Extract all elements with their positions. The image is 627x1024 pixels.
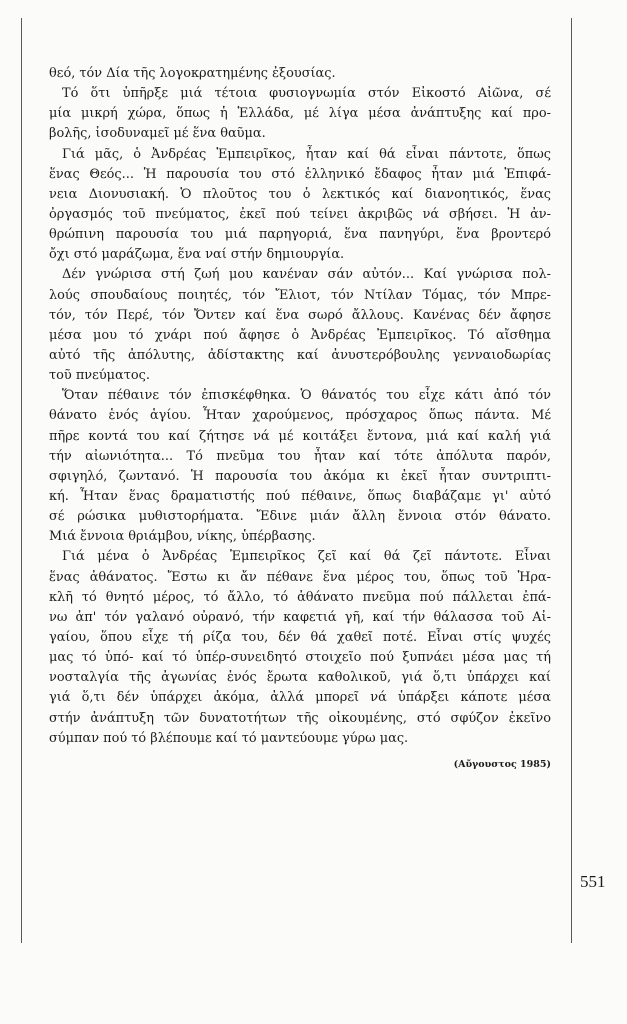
right-margin-rule <box>571 18 572 943</box>
text-line: Μιά ἔννοια θριάμβου, νίκης, ὑπέρβασης. <box>49 529 316 545</box>
text-line: λούς σπουδαίους ποιητές, τόν Ἔλιοτ, τόν Ντίλαν Τόμας, τόν Μπρε- <box>49 287 551 303</box>
text-line: νοσταλγία τῆς ἀγωνίας ἑνός ἔρωτα καθολικοῦ, γιά ὅ,τι ὑπάρχει καί <box>49 670 551 686</box>
text-line: νω ἀπ' τόν γαλανό οὐρανό, τήν καφετιά γῆ, καί τήν θάλασσα τοῦ Αἰ- <box>49 609 551 625</box>
text-line: Ὅταν πέθαινε τόν ἐπισκέφθηκα. Ὁ θάνατός του εἶχε κάτι ἀπό τόν <box>62 388 551 404</box>
text-line: αὐτό τῆς ἀπόλυτης, ἀδίστακτης καί ἀνυστερόβουλης γενναιοδωρίας <box>49 347 551 363</box>
text-line: νεια Διονυσιακή. Ὁ πλοῦτος του ὁ λεκτικός καί διανοητικός, ἕνας <box>49 186 551 202</box>
text-line: βολῆς, ἰσοδυναμεῖ μέ ἕνα θαῦμα. <box>49 126 266 142</box>
text-line: κλῆ τό θνητό μέρος, τό ἄλλο, τό ἀθάνατο πνεῦμα πού πάλλεται ἐπά- <box>49 589 551 605</box>
text-line: ὀργασμός τοῦ πνεύματος, ἐκεῖ πού τείνει ἀκριβῶς νά σβήσει. Ἡ ἀν- <box>49 206 551 222</box>
text-line: Δέν γνώρισα στή ζωή μου κανέναν σάν αὐτόν... Καί γνώρισα πολ- <box>62 267 551 283</box>
text-line: μέσα μου τό χνάρι πού ἄφησε ὁ Ἀνδρέας Ἐμπειρῖκος. Τό αἴσθημα <box>49 327 551 343</box>
text-line: θρώπινη παρουσία του μιά παρηγοριά, ἕνα πανηγύρι, ἕνα βροντερό <box>49 227 551 243</box>
text-line: θεό, τόν Δία τῆς λογοκρατημένης ἐξουσίας. <box>49 66 336 81</box>
text-line: Γιά μένα ὁ Ἀνδρέας Ἐμπειρῖκος ζεῖ καί θά ζεῖ πάντοτε. Εἶναι <box>62 549 551 565</box>
body-text <box>49 64 551 775</box>
text-line: ἕνας ἀθάνατος. Ἔστω κι ἄν πέθανε ἕνα μέρος του, ὅπως τοῦ Ἡρα- <box>49 569 551 585</box>
text-line: στήν ἀνάπτυξη τῶν δυνατοτήτων τῆς οἰκουμένης, στό σφύζον ἐκεῖνο <box>49 710 551 726</box>
text-line: τοῦ πνεύματος. <box>49 368 150 384</box>
text-line: ἕνας Θεός... Ἡ παρουσία του στό ἑλληνικό ἔδαφος ἦταν μιά Ἐπιφά- <box>49 166 551 182</box>
text-line: σέ ρώσικα μυθιστορήματα. Ἔδινε μιάν ἄλλη ἔννοια στόν θάνατο. <box>49 509 551 525</box>
text-line: γαίου, ὅπου εἶχε τή ρίζα του, δέν θά χαθεῖ ποτέ. Εἶναι στίς ψυχές <box>49 629 551 645</box>
date-note: (Αὔγουστος 1985) <box>453 758 551 770</box>
page-number: 551 <box>580 872 606 891</box>
text-line: Τό ὅτι ὑπῆρξε μιά τέτοια φυσιογνωμία στόν Εἰκοστό Αἰῶνα, σέ <box>62 86 551 102</box>
text-line: μας τό ὑπό- καί τό ὑπέρ-συνειδητό στοιχεῖο πού ξυπνάει μέσα μας τή <box>49 650 551 666</box>
text-line: θάνατο ἑνός ἁγίου. Ἦταν χαρούμενος, πρόσχαρος ὅπως πάντα. Μέ <box>49 408 551 424</box>
text-line: κή. Ἦταν ἕνας δραματιστής πού πέθαινε, ὅπως διαβάζαμε γι' αὐτό <box>49 488 551 504</box>
text-line: ὄχι στό μαράζωμα, ἕνα ναί στήν δημιουργία. <box>49 247 345 263</box>
left-margin-rule <box>21 18 22 943</box>
text-line: πῆρε κοντά του καί ζήτησε νά μέ κοιτάξει ἔντονα, μιά καί καλή γιά <box>49 428 551 444</box>
text-line: σφιγηλό, ζωντανό. Ἡ παρουσία του ἀκόμα κι ἐκεῖ ἦταν συντριπτι- <box>49 468 551 484</box>
text-line: γιά ὅ,τι δέν ὑπάρχει ἀκόμα, ἀλλά μπορεῖ νά ὑπάρξει κάποτε μέσα <box>49 690 551 706</box>
text-line: Γιά μᾶς, ὁ Ἀνδρέας Ἐμπειρῖκος, ἦταν καί θά εἶναι πάντοτε, ὅπως <box>62 146 551 162</box>
text-line: σύμπαν πού τό βλέπουμε καί τό μαντεύουμε γύρω μας. <box>49 730 409 746</box>
text-line: τήν αἰωνιότητα... Τό πνεῦμα του ἦταν καί τότε ἀπόλυτα παρόν, <box>49 448 551 464</box>
text-line: τόν, τόν Περέ, τόν Ὄντεν καί ἕνα σωρό ἄλλους. Κανένας δέν ἄφησε <box>49 307 551 323</box>
text-line: μία μικρή χώρα, ὅπως ἡ Ἑλλάδα, μέ λίγα μέσα ἀνάπτυξης καί προ- <box>49 106 551 122</box>
